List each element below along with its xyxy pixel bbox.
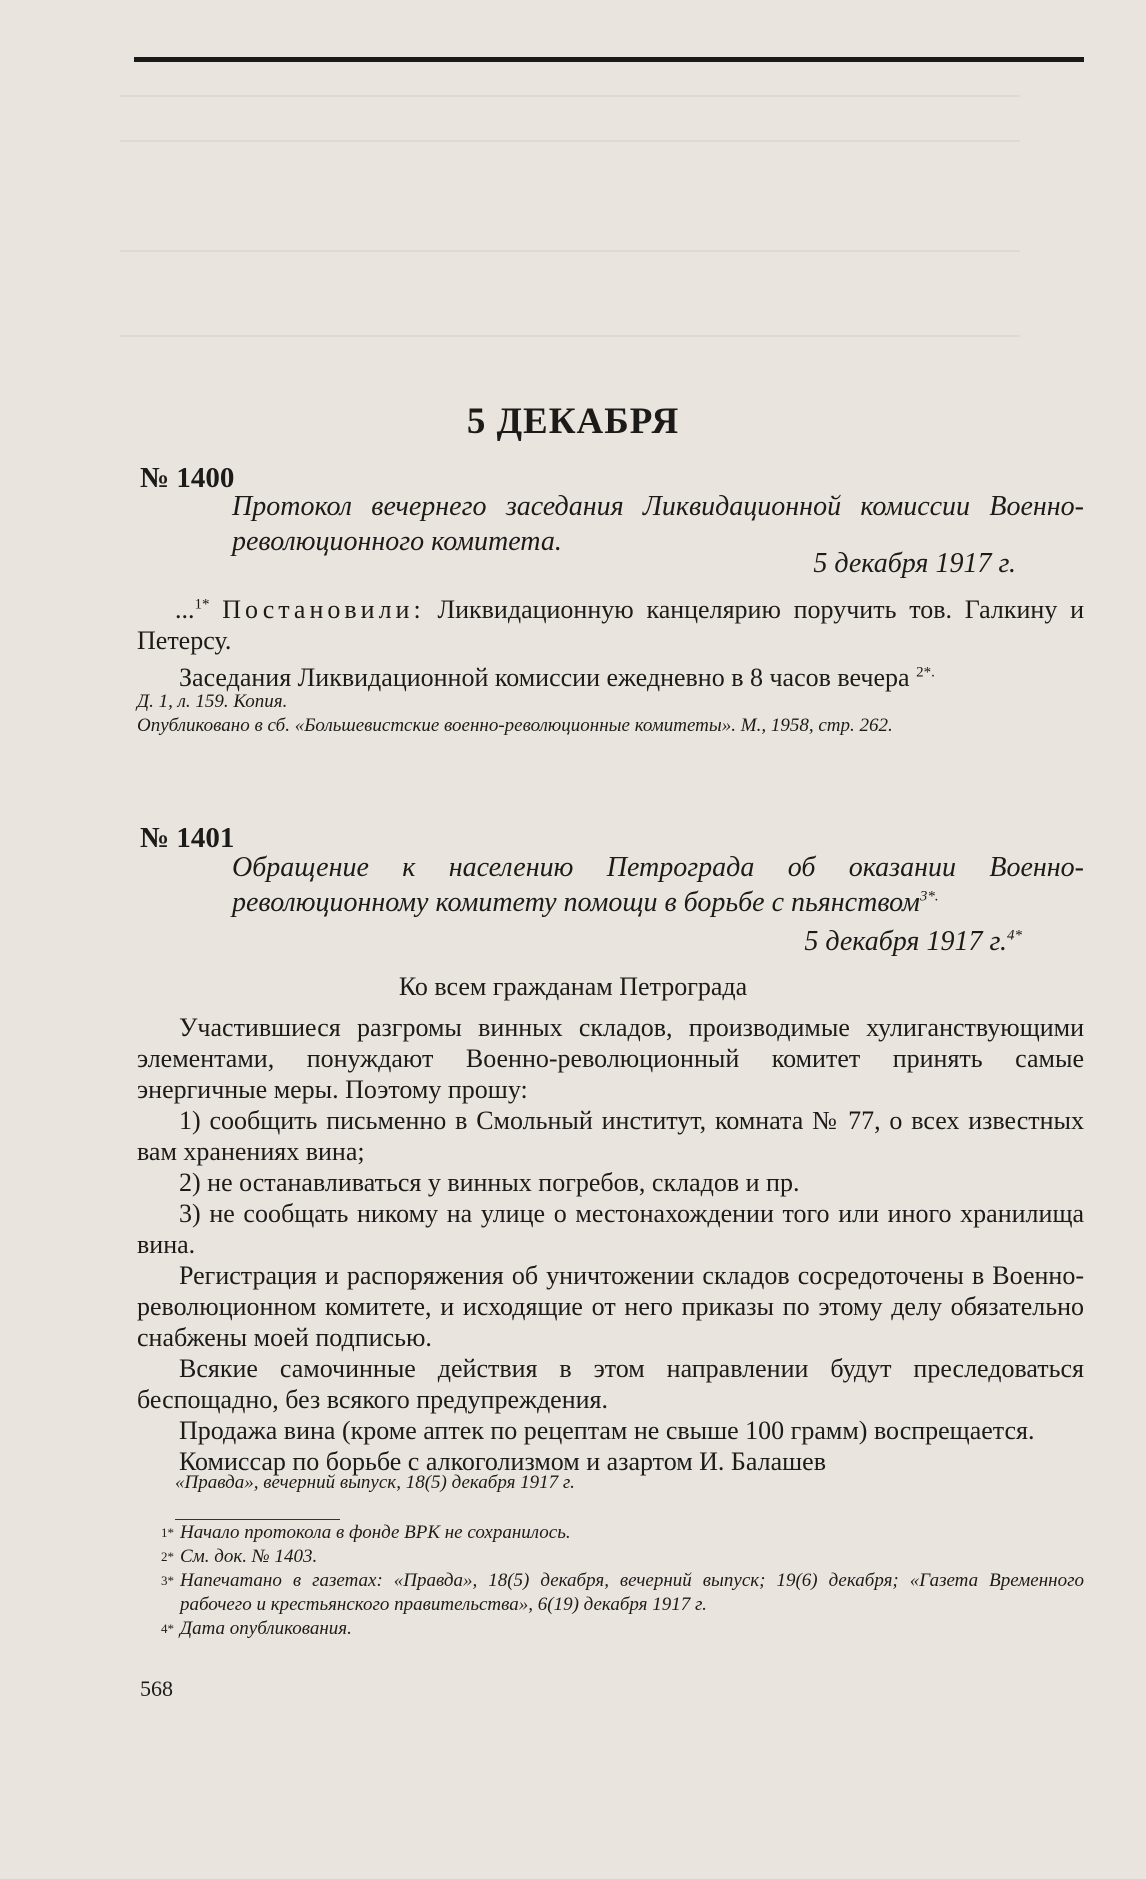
bleed-through-line xyxy=(120,140,1020,142)
footnote-text: Дата опубликования. xyxy=(180,1618,352,1639)
meetings-text: Заседания Ликвидационной комиссии ежедневно в 8 часов вечера xyxy=(179,663,910,692)
doc-1400-body xyxy=(137,594,1084,693)
footnote-mark: 3* xyxy=(161,1573,174,1588)
footnote-text: Начало протокола в фонде ВРК не сохранилось. xyxy=(180,1522,571,1543)
appeal-paragraph: Продажа вина (кроме аптек по рецептам не свыше 100 грамм) воспрещается. xyxy=(179,1416,1035,1445)
bleed-through-line xyxy=(120,95,1020,97)
footnote-ref: 3*. xyxy=(919,888,939,905)
date-heading: 5 ДЕКАБРЯ xyxy=(466,401,680,442)
appeal-paragraph: Регистрация и распоряжения об уничтожении складов сосредоточены в Военно-революционном комитете, и исходящие от него приказы по этому делу обязательно снабжены моей подписью. xyxy=(137,1261,1084,1352)
resolution-paragraph xyxy=(137,594,1084,656)
footnote xyxy=(140,1545,1084,1569)
appeal-paragraph: Всякие самочинные действия в этом направлении будут преследоваться беспощадно, без всякого предупреждения. xyxy=(137,1354,1084,1414)
resolution-text: Ликвидационную канцелярию поручить тов. Галкину и Петерсу. xyxy=(137,595,1085,655)
footnote-separator xyxy=(175,1519,340,1520)
footnote-text: См. док. № 1403. xyxy=(180,1546,318,1567)
request-item: 3) не сообщать никому на улице о местонахождении того или иного хранилища вина. xyxy=(137,1199,1084,1259)
doc-1401-date xyxy=(640,926,1022,958)
bleed-through-line xyxy=(120,250,1020,252)
request-item: 2) не останавливаться у винных погребов, складов и пр. xyxy=(179,1168,800,1197)
request-item: 1) сообщить письменно в Смольный институт, комната № 77, о всех известных вам хранениях вина; xyxy=(137,1106,1084,1166)
doc-1401-number: № 1401 xyxy=(140,822,235,854)
footnote-ref: 1* xyxy=(194,596,210,613)
footnote xyxy=(140,1521,1084,1545)
doc-1401-body xyxy=(137,1012,1084,1477)
meetings-paragraph xyxy=(137,662,1084,693)
doc-1400-date: 5 декабря 1917 г. xyxy=(813,548,1016,579)
doc-1401-source: «Правда», вечерний выпуск, 18(5) декабря 1917 г. xyxy=(175,1472,575,1493)
footnotes xyxy=(140,1521,1084,1641)
footnote-mark: 4* xyxy=(161,1621,174,1636)
footnote xyxy=(140,1617,1084,1641)
archive-reference: Д. 1, л. 159. Копия. xyxy=(137,691,288,712)
footnote-ref: 2*. xyxy=(916,664,935,681)
appeal-paragraph: Участившиеся разгромы винных складов, производимые хулиганствующими элементами, понуждают Военно-революционный комитет принять самые энергичные меры. Поэтому прошу: xyxy=(137,1013,1084,1104)
doc-1401-date-text: 5 декабря 1917 г. xyxy=(804,926,1007,957)
footnote xyxy=(140,1569,1084,1617)
ellipsis: ... xyxy=(175,595,195,624)
footnote-mark: 1* xyxy=(161,1525,174,1540)
doc-1401-title xyxy=(232,850,1084,920)
doc-1400-source xyxy=(137,690,1084,738)
doc-1401-title-text: Обращение к населению Петрограда об оказании Военно-революционному комитету помощи в борьбе с пьянством xyxy=(232,852,1084,918)
footnote-ref: 4* xyxy=(1007,927,1022,944)
salutation: Ко всем гражданам Петрограда xyxy=(398,972,748,1001)
bleed-through-line xyxy=(120,335,1020,337)
footnote-text: Напечатано в газетах: «Правда», 18(5) декабря, вечерний выпуск; 19(6) декабря; «Газета Временного рабочего и крестьянского правительства», 6(19) декабря 1917 г. xyxy=(180,1570,1084,1615)
page-number: 568 xyxy=(140,1676,173,1701)
resolution-keyword: Постановили: xyxy=(222,595,425,624)
signature: Комиссар по борьбе с алкоголизмом и азартом И. Балашев xyxy=(179,1447,826,1476)
footnote-mark: 2* xyxy=(161,1549,174,1564)
doc-1400-title: Протокол вечернего заседания Ликвидационной комиссии Военно-революционного комитета. xyxy=(232,491,1084,557)
publication-reference: Опубликовано в сб. «Большевистские военно-революционные комитеты». М., 1958, стр. 262. xyxy=(137,715,893,736)
doc-1400-number: № 1400 xyxy=(140,462,235,494)
top-rule xyxy=(134,57,1084,62)
